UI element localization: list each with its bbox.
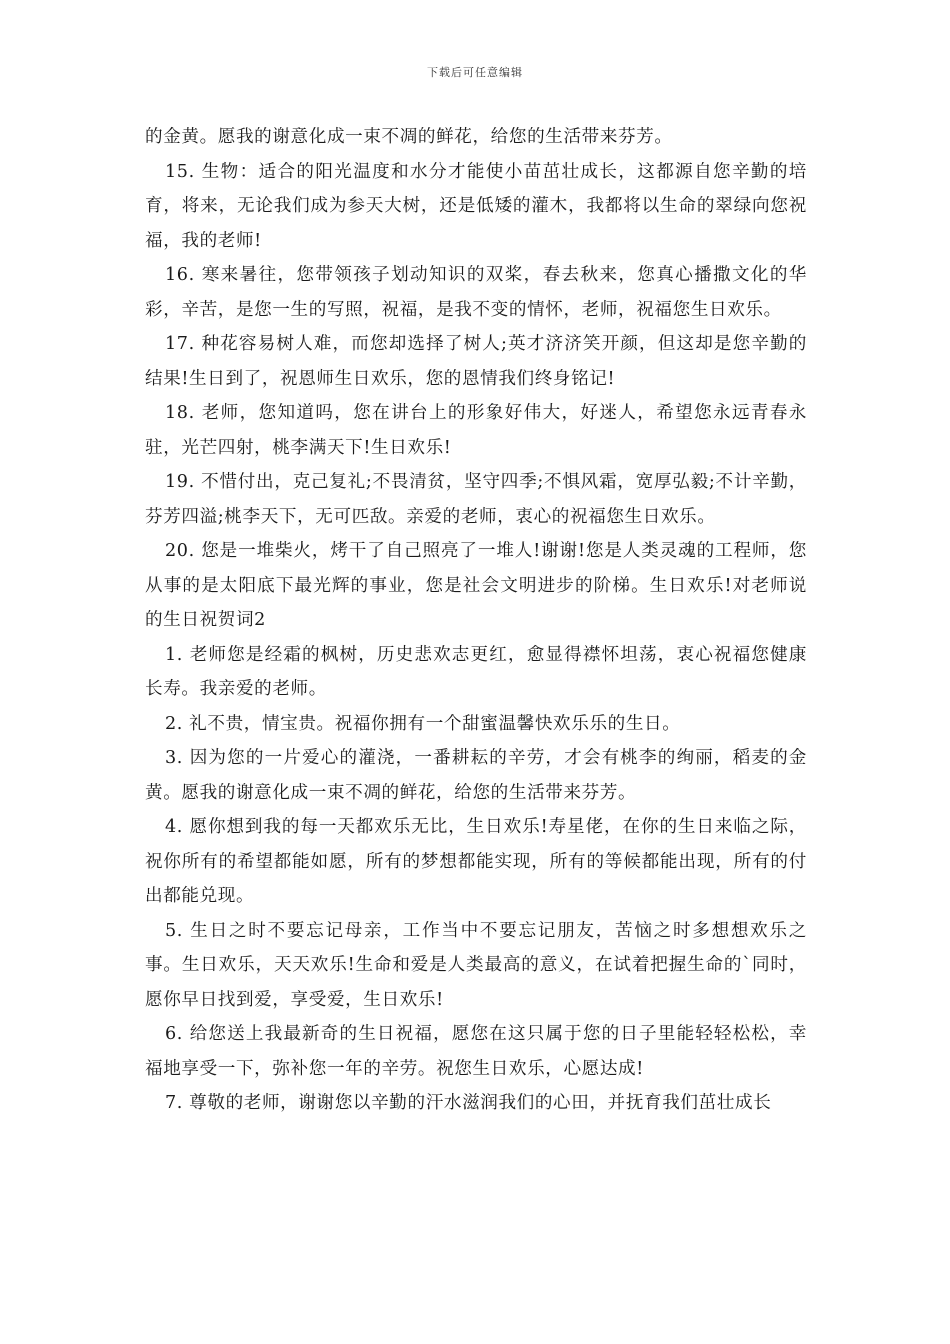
paragraph: 4. 愿你想到我的每一天都欢乐无比，生日欢乐!寿星佬，在你的生日来临之际，祝你所有的希望都能如愿，所有的梦想都能实现，所有的等候都能出现，所有的付出都能兑现。 (145, 817, 807, 906)
document-body (145, 120, 807, 1121)
paragraph: 18. 老师，您知道吗，您在讲台上的形象好伟大，好迷人，希望您永远青春永驻，光芒四射，桃李满天下!生日欢乐! (145, 403, 807, 458)
paragraph: 2. 礼不贵，情宝贵。祝福你拥有一个甜蜜温馨快欢乐乐的生日。 (165, 713, 681, 734)
paragraph: 16. 寒来暑往，您带领孩子划动知识的双桨，春去秋来，您真心播撒文化的华彩，辛苦，是您一生的写照，祝福，是我不变的情怀，老师，祝福您生日欢乐。 (145, 265, 807, 320)
paragraph: 5. 生日之时不要忘记母亲，工作当中不要忘记朋友，苦恼之时多想想欢乐之事。生日欢乐，天天欢乐!生命和爱是人类最高的意义，在试着把握生命的`同时，愿你早日找到爱，享受爱，生日欢乐! (145, 920, 807, 1010)
paragraph: 7. 尊敬的老师，谢谢您以辛勤的汗水滋润我们的心田，并抚育我们茁壮成长 (165, 1093, 772, 1113)
paragraph: 6. 给您送上我最新奇的生日祝福，愿您在这只属于您的日子里能轻轻松松，幸福地享受一下，弥补您一年的辛劳。祝您生日欢乐，心愿达成! (145, 1024, 807, 1079)
paragraph: 20. 您是一堆柴火，烤干了自己照亮了一堆人!谢谢!您是人类灵魂的工程师，您从事的是太阳底下最光辉的事业，您是社会文明进步的阶梯。生日欢乐!对老师说的生日祝贺词2 (145, 541, 807, 630)
paragraph: 17. 种花容易树人难，而您却选择了树人;英才济济笑开颜，但这却是您辛勤的结果!生日到了，祝恩师生日欢乐，您的恩情我们终身铭记! (145, 334, 807, 389)
paragraph: 的金黄。愿我的谢意化成一束不凋的鲜花，给您的生活带来芬芳。 (145, 127, 673, 147)
page-header-note: 下载后可任意编辑 (427, 66, 523, 79)
paragraph: 15. 生物：适合的阳光温度和水分才能使小苗茁壮成长，这都源自您辛勤的培育，将来，无论我们成为参天大树，还是低矮的灌木，我都将以生命的翠绿向您祝福，我的老师! (145, 161, 807, 251)
paragraph: 3. 因为您的一片爱心的灌浇，一番耕耘的辛劳，才会有桃李的绚丽，稻麦的金黄。愿我的谢意化成一束不凋的鲜花，给您的生活带来芬芳。 (145, 748, 807, 803)
paragraph: 19. 不惜付出，克己复礼;不畏清贫，坚守四季;不惧风霜，宽厚弘毅;不计辛勤，芬芳四溢;桃李天下，无可匹敌。亲爱的老师，衷心的祝福您生日欢乐。 (145, 472, 807, 527)
paragraph: 1. 老师您是经霜的枫树，历史悲欢志更红，愈显得襟怀坦荡，衷心祝福您健康长寿。我亲爱的老师。 (145, 644, 807, 699)
